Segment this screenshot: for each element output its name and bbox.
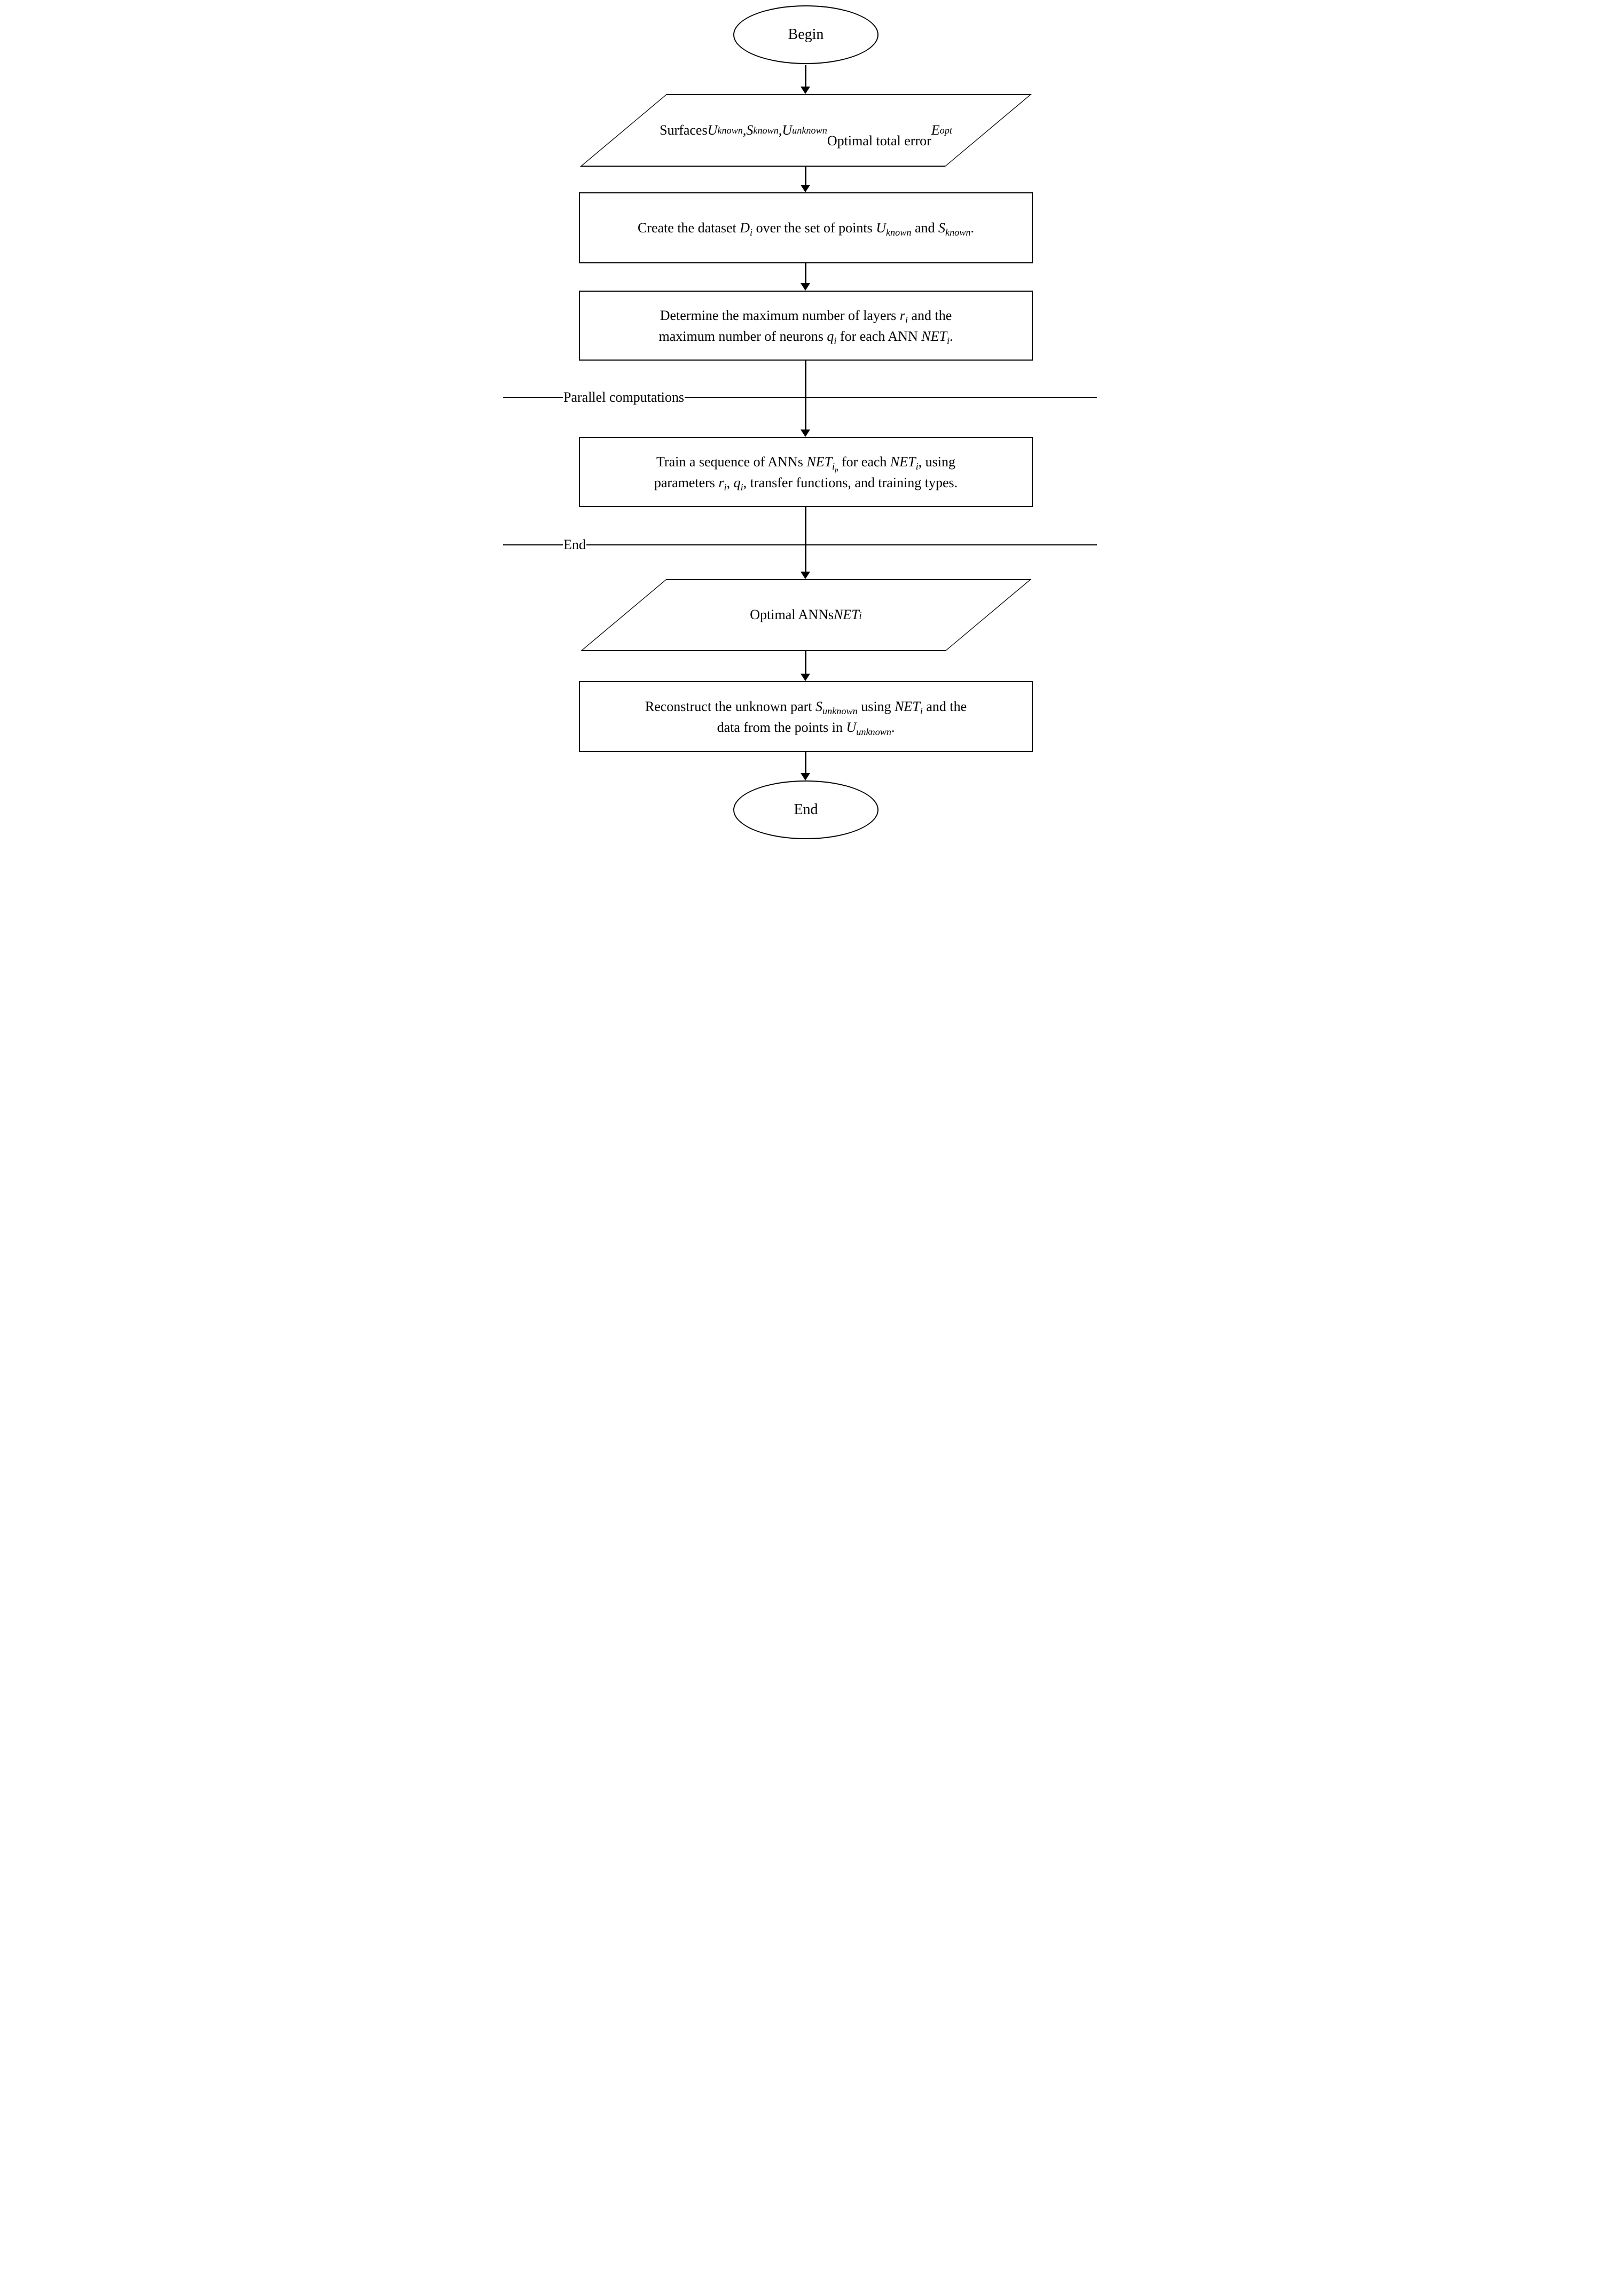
arrow-input-to-dataset bbox=[805, 167, 806, 185]
output-parallelogram bbox=[580, 579, 1032, 651]
end-label: End bbox=[794, 801, 818, 818]
divider-parallel-label: Parallel computations bbox=[563, 389, 685, 405]
divider-end-line-right bbox=[586, 544, 1097, 545]
process-determine-limits-label: Determine the maximum number of layers $r_i$ and the maximum number of neurons $q_i$ for each ANN $NET_i$. bbox=[658, 307, 953, 346]
input-parallelogram-label: Surfaces U known , S known , U unknown Optimal total error E opt bbox=[660, 122, 952, 149]
process-reconstruct bbox=[579, 681, 1033, 752]
end-terminator bbox=[733, 780, 879, 839]
process-train-anns bbox=[579, 437, 1033, 507]
arrow-begin-to-input bbox=[805, 65, 806, 87]
divider-parallel-line-right bbox=[685, 397, 1097, 398]
divider-end-line-left bbox=[503, 544, 563, 545]
arrow-dataset-to-determine bbox=[805, 263, 806, 283]
flowchart bbox=[500, 0, 1100, 861]
arrow-output-to-reconstruct bbox=[805, 651, 806, 674]
process-create-dataset-label: Create the dataset $D_i$ over the set of points $U_{known}$ and $S_{known}$. bbox=[637, 220, 975, 238]
divider-parallel-computations bbox=[500, 388, 1100, 407]
process-train-anns-label: Train a sequence of ANNs $NET_{i_p}$ for each $NET_i$, using parameters $r_i$, $q_i$, transfer functions, and training types. bbox=[654, 454, 958, 493]
divider-parallel-line-left bbox=[503, 397, 563, 398]
arrow-determine-to-train bbox=[805, 361, 806, 429]
process-determine-limits bbox=[579, 291, 1033, 361]
arrow-reconstruct-to-end bbox=[805, 752, 806, 773]
arrow-train-to-output bbox=[805, 507, 806, 572]
process-create-dataset bbox=[579, 192, 1033, 263]
process-reconstruct-label: Reconstruct the unknown part $S_{unknown}$ using $NET_i$ and the data from the points in $U_{unknown}$. bbox=[645, 698, 967, 737]
begin-terminator bbox=[733, 5, 879, 64]
output-parallelogram-label: Optimal ANNs NET i bbox=[750, 607, 862, 623]
begin-label: Begin bbox=[788, 26, 824, 43]
input-parallelogram bbox=[580, 94, 1032, 167]
divider-end-label: End bbox=[563, 537, 586, 552]
divider-end bbox=[500, 535, 1100, 555]
